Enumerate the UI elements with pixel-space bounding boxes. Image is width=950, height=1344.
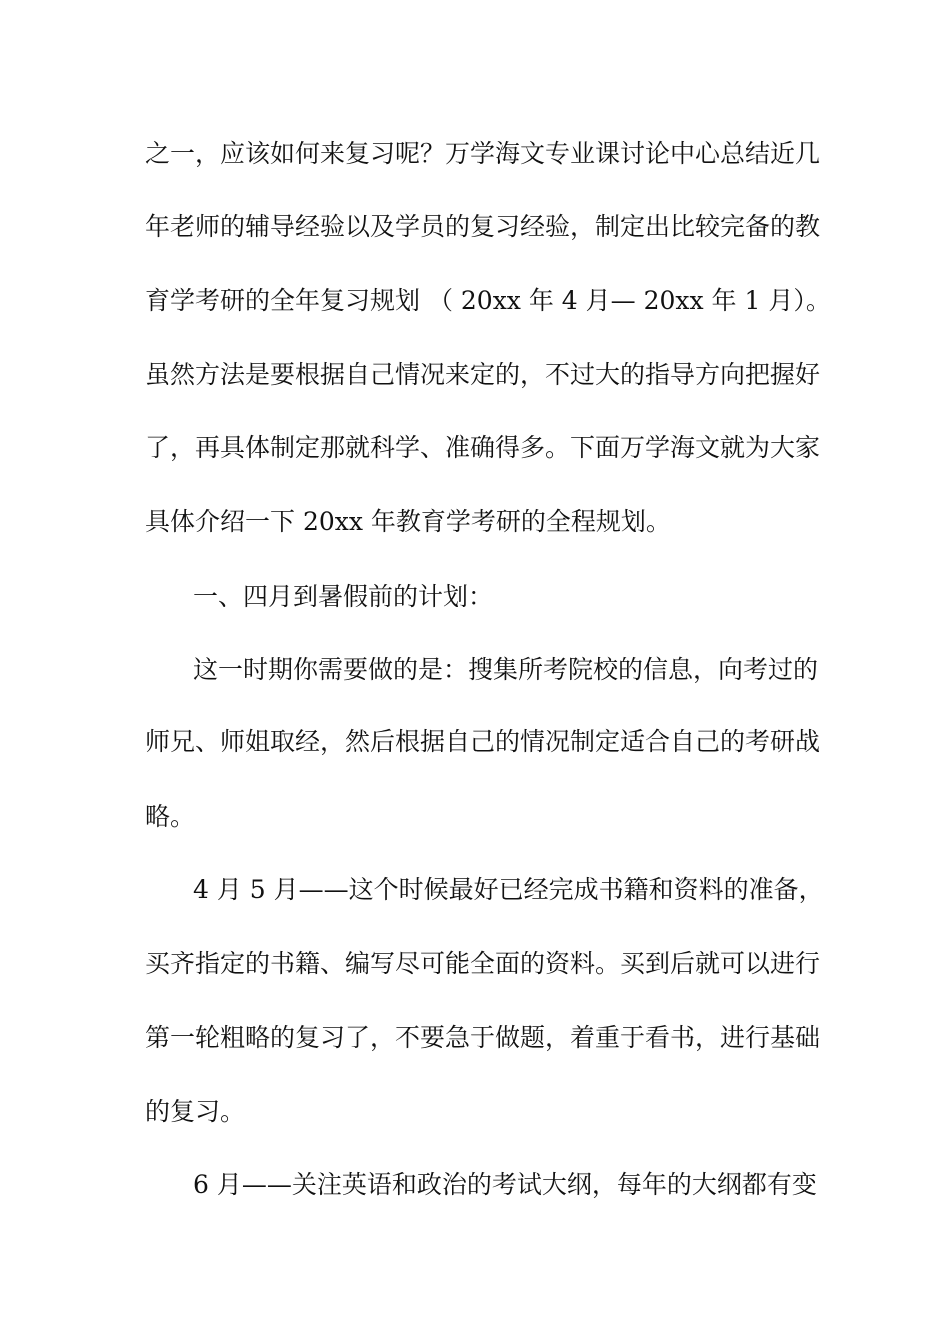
text-line: 年老师的辅导经验以及学员的复习经验，制定出比较完备的教 <box>145 212 821 241</box>
text-line: 4 月 5 月——这个时候最好已经完成书籍和资料的准备， <box>193 875 824 904</box>
text-line: 买齐指定的书籍、编写尽可能全面的资料。买到后就可以进行 <box>145 949 821 978</box>
text-line: 略。 <box>145 802 196 831</box>
text-line: 虽然方法是要根据自己情况来定的，不过大的指导方向把握好 <box>145 360 821 389</box>
text-line: 育学考研的全年复习规划 （ 20xx 年 4 月— 20xx 年 1 月）。 <box>145 286 831 315</box>
text-line: 这一时期你需要做的是：搜集所考院校的信息，向考过的 <box>193 655 819 684</box>
text-line: 具体介绍一下 20xx 年教育学考研的全程规划。 <box>145 507 671 536</box>
section-heading: 一、四月到暑假前的计划： <box>193 582 494 611</box>
text-line: 的复习。 <box>145 1097 246 1126</box>
text-line: 第一轮粗略的复习了，不要急于做题，着重于看书，进行基础 <box>145 1023 821 1052</box>
text-line: 了，再具体制定那就科学、准确得多。下面万学海文就为大家 <box>145 433 821 462</box>
text-line: 师兄、师姐取经，然后根据自己的情况制定适合自己的考研战 <box>145 727 821 756</box>
text-line: 6 月——关注英语和政治的考试大纲，每年的大纲都有变 <box>193 1170 817 1199</box>
text-line: 之一，应该如何来复习呢？万学海文专业课讨论中心总结近几 <box>145 139 821 168</box>
